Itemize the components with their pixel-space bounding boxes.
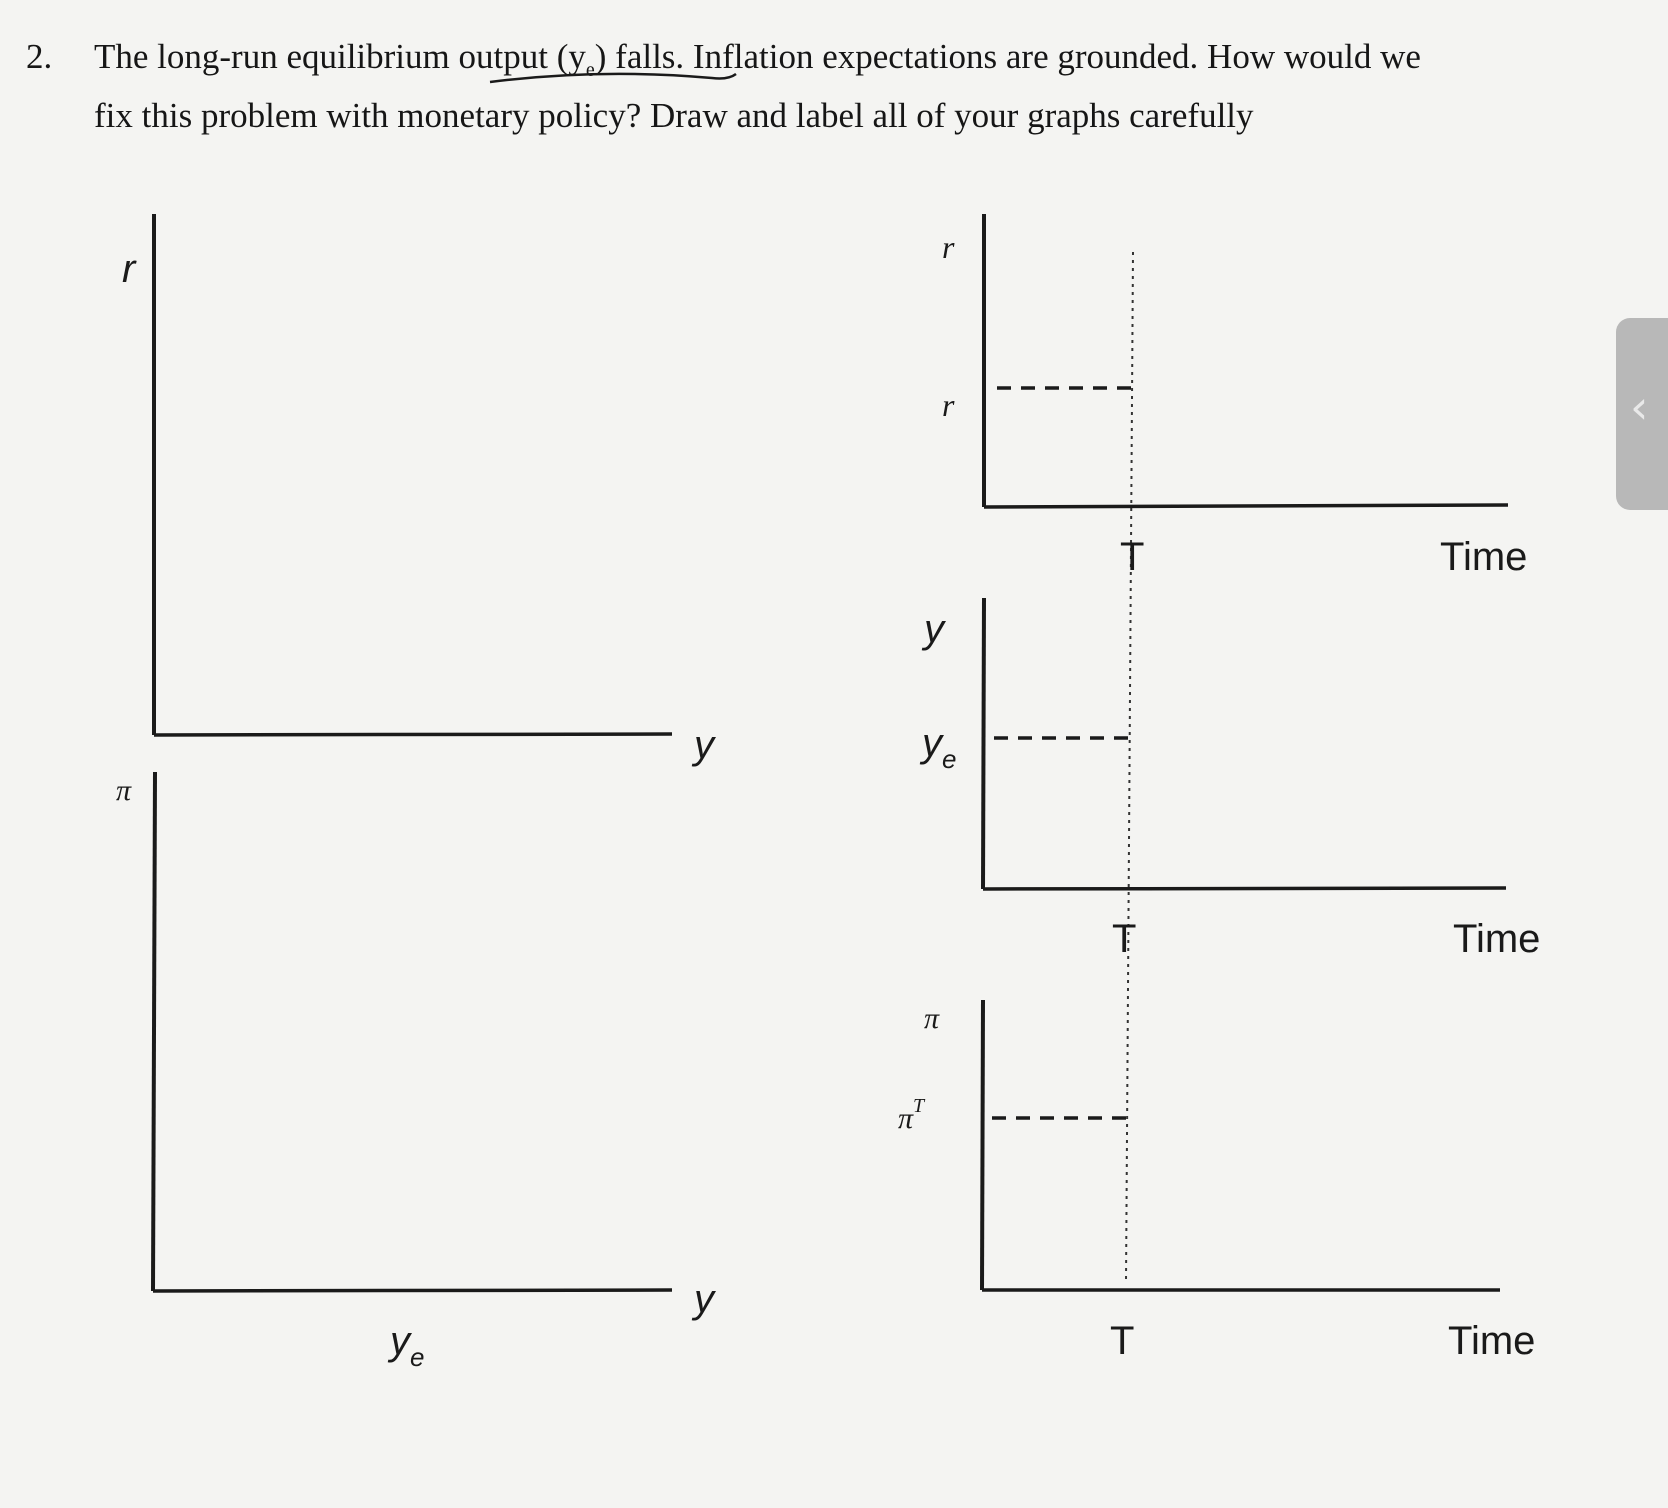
y-panel-y-axis — [983, 598, 984, 889]
r-panel-x-axis — [984, 505, 1508, 507]
r-panel-y-label: r — [942, 229, 955, 265]
left-bottom-x-label: y — [694, 1277, 714, 1321]
y-panel-x-axis — [983, 888, 1506, 889]
left-top-y-label: r — [122, 247, 136, 291]
y-panel-T-label: T — [1112, 917, 1137, 961]
question-line-2: fix this problem with monetary policy? Draw and label all of your graphs carefully — [94, 96, 1254, 135]
pi-panel-level-label: $\pi^T$ — [898, 1095, 925, 1135]
time-T-dotted-line — [1126, 252, 1133, 1282]
pi-panel-T-label: T — [1110, 1319, 1135, 1363]
r-panel-x-label: Time — [1440, 535, 1528, 579]
y-panel-y-label: y — [924, 607, 944, 651]
left-bottom-y-label: π — [116, 774, 132, 807]
handwritten-underline — [490, 74, 736, 82]
y-panel-x-label: Time — [1453, 917, 1541, 961]
question-line-1: The long-run equilibrium output $(y_e)$ falls. Inflation expectations are grounded. How would we — [94, 37, 1421, 81]
question-number: 2. — [26, 37, 53, 76]
pi-panel-y-label: π — [924, 1002, 940, 1035]
r-panel-level-label: r — [942, 387, 955, 423]
left-bottom-y-axis — [153, 772, 155, 1291]
y-panel-level-label: $y_e$ — [922, 721, 957, 774]
chevron-left-icon: ‹ — [1630, 380, 1649, 434]
left-top-x-label: y — [694, 723, 714, 767]
left-bottom-ye-label: $y_e$ — [390, 1319, 425, 1372]
pi-panel-x-label: Time — [1448, 1319, 1536, 1363]
r-panel-T-label: T — [1120, 535, 1145, 579]
left-bottom-x-axis — [153, 1290, 672, 1291]
side-panel-tab[interactable] — [1616, 318, 1668, 510]
left-top-x-axis — [154, 734, 672, 735]
pi-panel-y-axis — [982, 1000, 983, 1290]
